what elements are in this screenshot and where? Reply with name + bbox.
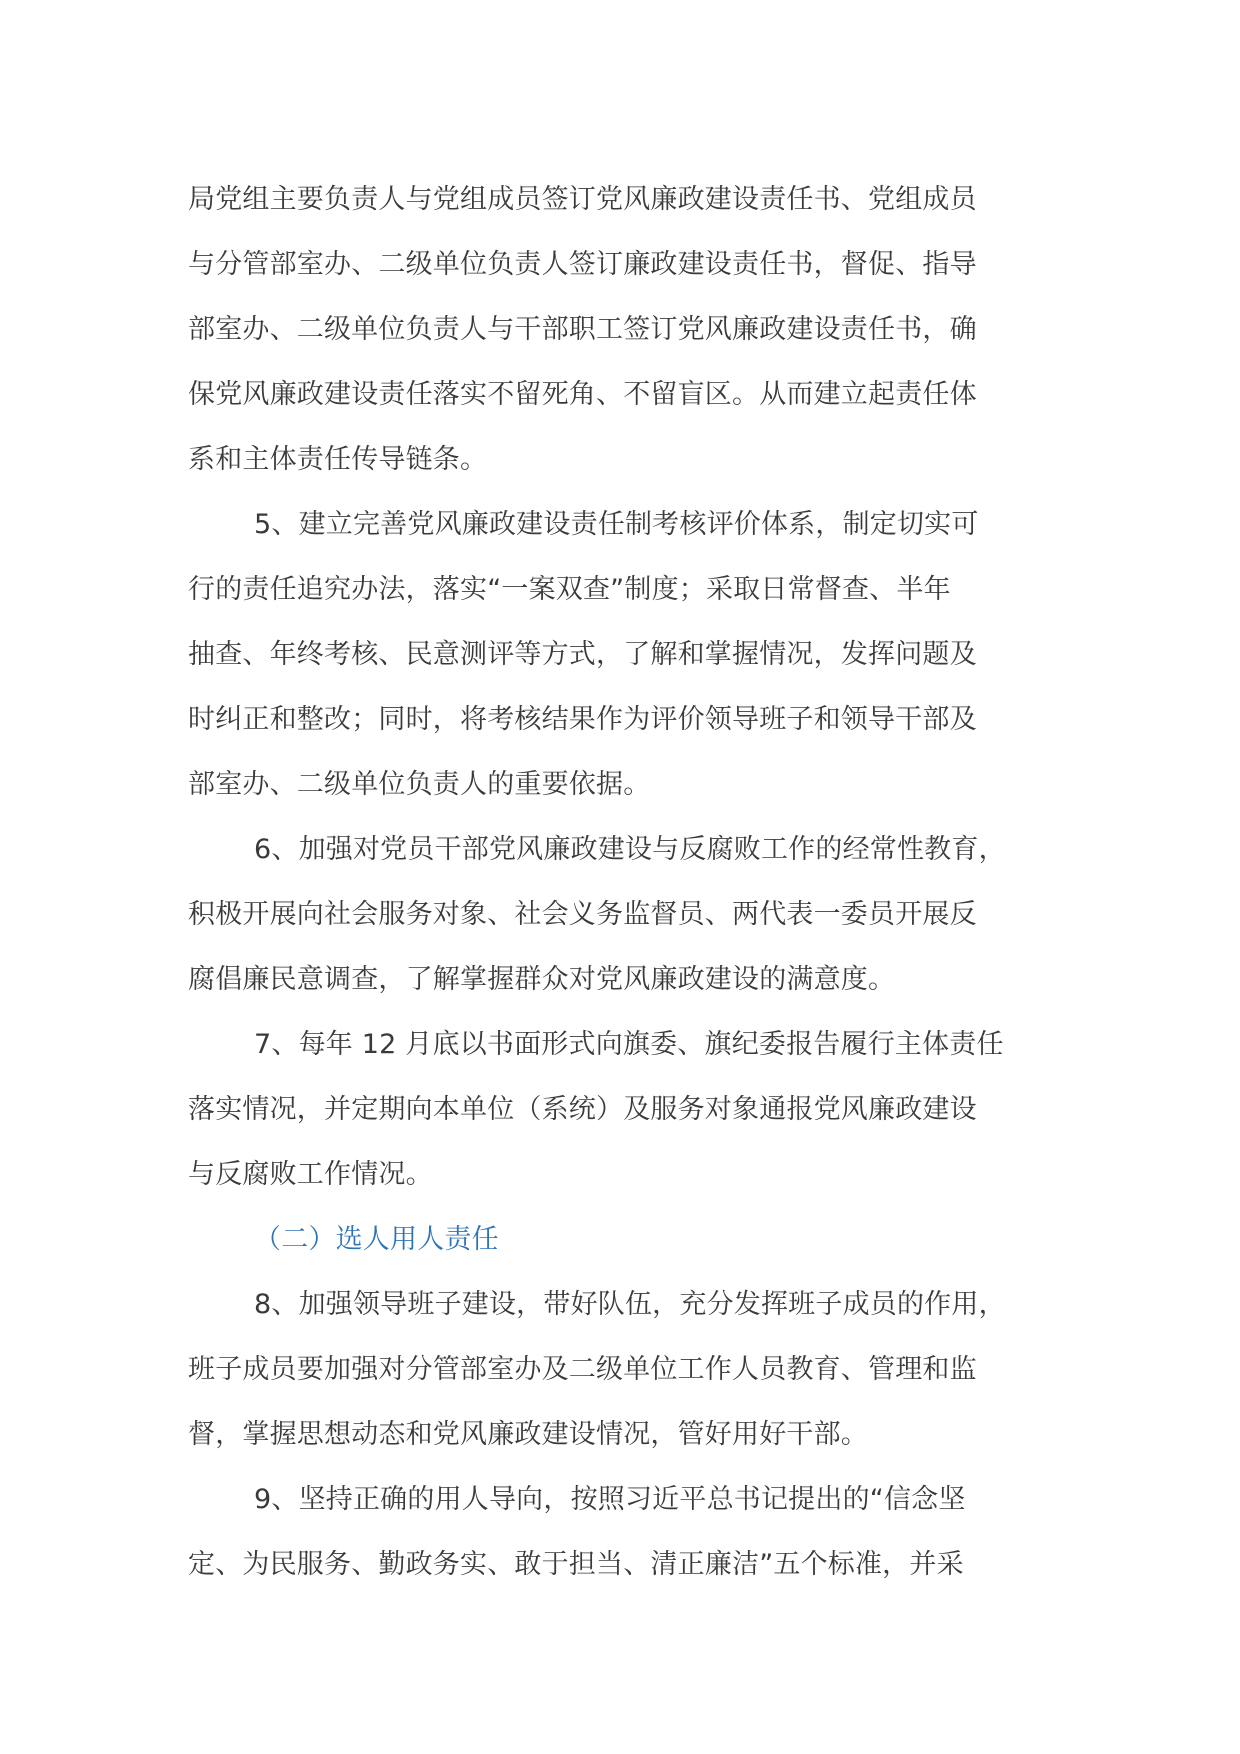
paragraph-line: 定、为民服务、勤政务实、敢于担当、清正廉洁”五个标准，并采 — [188, 1549, 964, 1580]
paragraph-line: 督，掌握思想动态和党风廉政建设情况，管好用好干部。 — [188, 1419, 868, 1450]
paragraph-line: 部室办、二级单位负责人与干部职工签订党风廉政建设责任书，确 — [188, 314, 977, 345]
paragraph-line-item-9: 9、坚持正确的用人导向，按照习近平总书记提出的“信念坚 — [254, 1484, 966, 1515]
section-heading: （二）选人用人责任 — [254, 1224, 499, 1255]
paragraph-line: 与分管部室办、二级单位负责人签订廉政建设责任书，督促、指导 — [188, 249, 977, 280]
paragraph-line: 时纠正和整改；同时，将考核结果作为评价领导班子和领导干部及 — [188, 704, 977, 735]
paragraph-line: 落实情况，并定期向本单位（系统）及服务对象通报党风廉政建设 — [188, 1094, 977, 1125]
text-column — [188, 167, 1068, 1597]
paragraph-line-item-8: 8、加强领导班子建设，带好队伍，充分发挥班子成员的作用， — [254, 1289, 1006, 1320]
paragraph-line: 积极开展向社会服务对象、社会义务监督员、两代表一委员开展反 — [188, 899, 977, 930]
paragraph-line-item-5: 5、建立完善党风廉政建设责任制考核评价体系，制定切实可 — [254, 509, 979, 540]
paragraph-line: 腐倡廉民意调查，了解掌握群众对党风廉政建设的满意度。 — [188, 964, 896, 995]
paragraph-line: 部室办、二级单位负责人的重要依据。 — [188, 769, 651, 800]
paragraph-line: 保党风廉政建设责任落实不留死角、不留盲区。从而建立起责任体 — [188, 379, 977, 410]
paragraph-line: 与反腐败工作情况。 — [188, 1159, 433, 1190]
paragraph-line: 局党组主要负责人与党组成员签订党风廉政建设责任书、党组成员 — [188, 184, 977, 215]
paragraph-line: 行的责任追究办法，落实“一案双查”制度；采取日常督查、半年 — [188, 574, 951, 605]
paragraph-line-item-7: 7、每年 12 月底以书面形式向旗委、旗纪委报告履行主体责任 — [254, 1029, 1004, 1060]
paragraph-line: 抽查、年终考核、民意测评等方式，了解和掌握情况，发挥问题及 — [188, 639, 977, 670]
paragraph-line-item-6: 6、加强对党员干部党风廉政建设与反腐败工作的经常性教育， — [254, 834, 1006, 865]
paragraph-line: 系和主体责任传导链条。 — [188, 444, 488, 475]
paragraph-line: 班子成员要加强对分管部室办及二级单位工作人员教育、管理和监 — [188, 1354, 977, 1385]
